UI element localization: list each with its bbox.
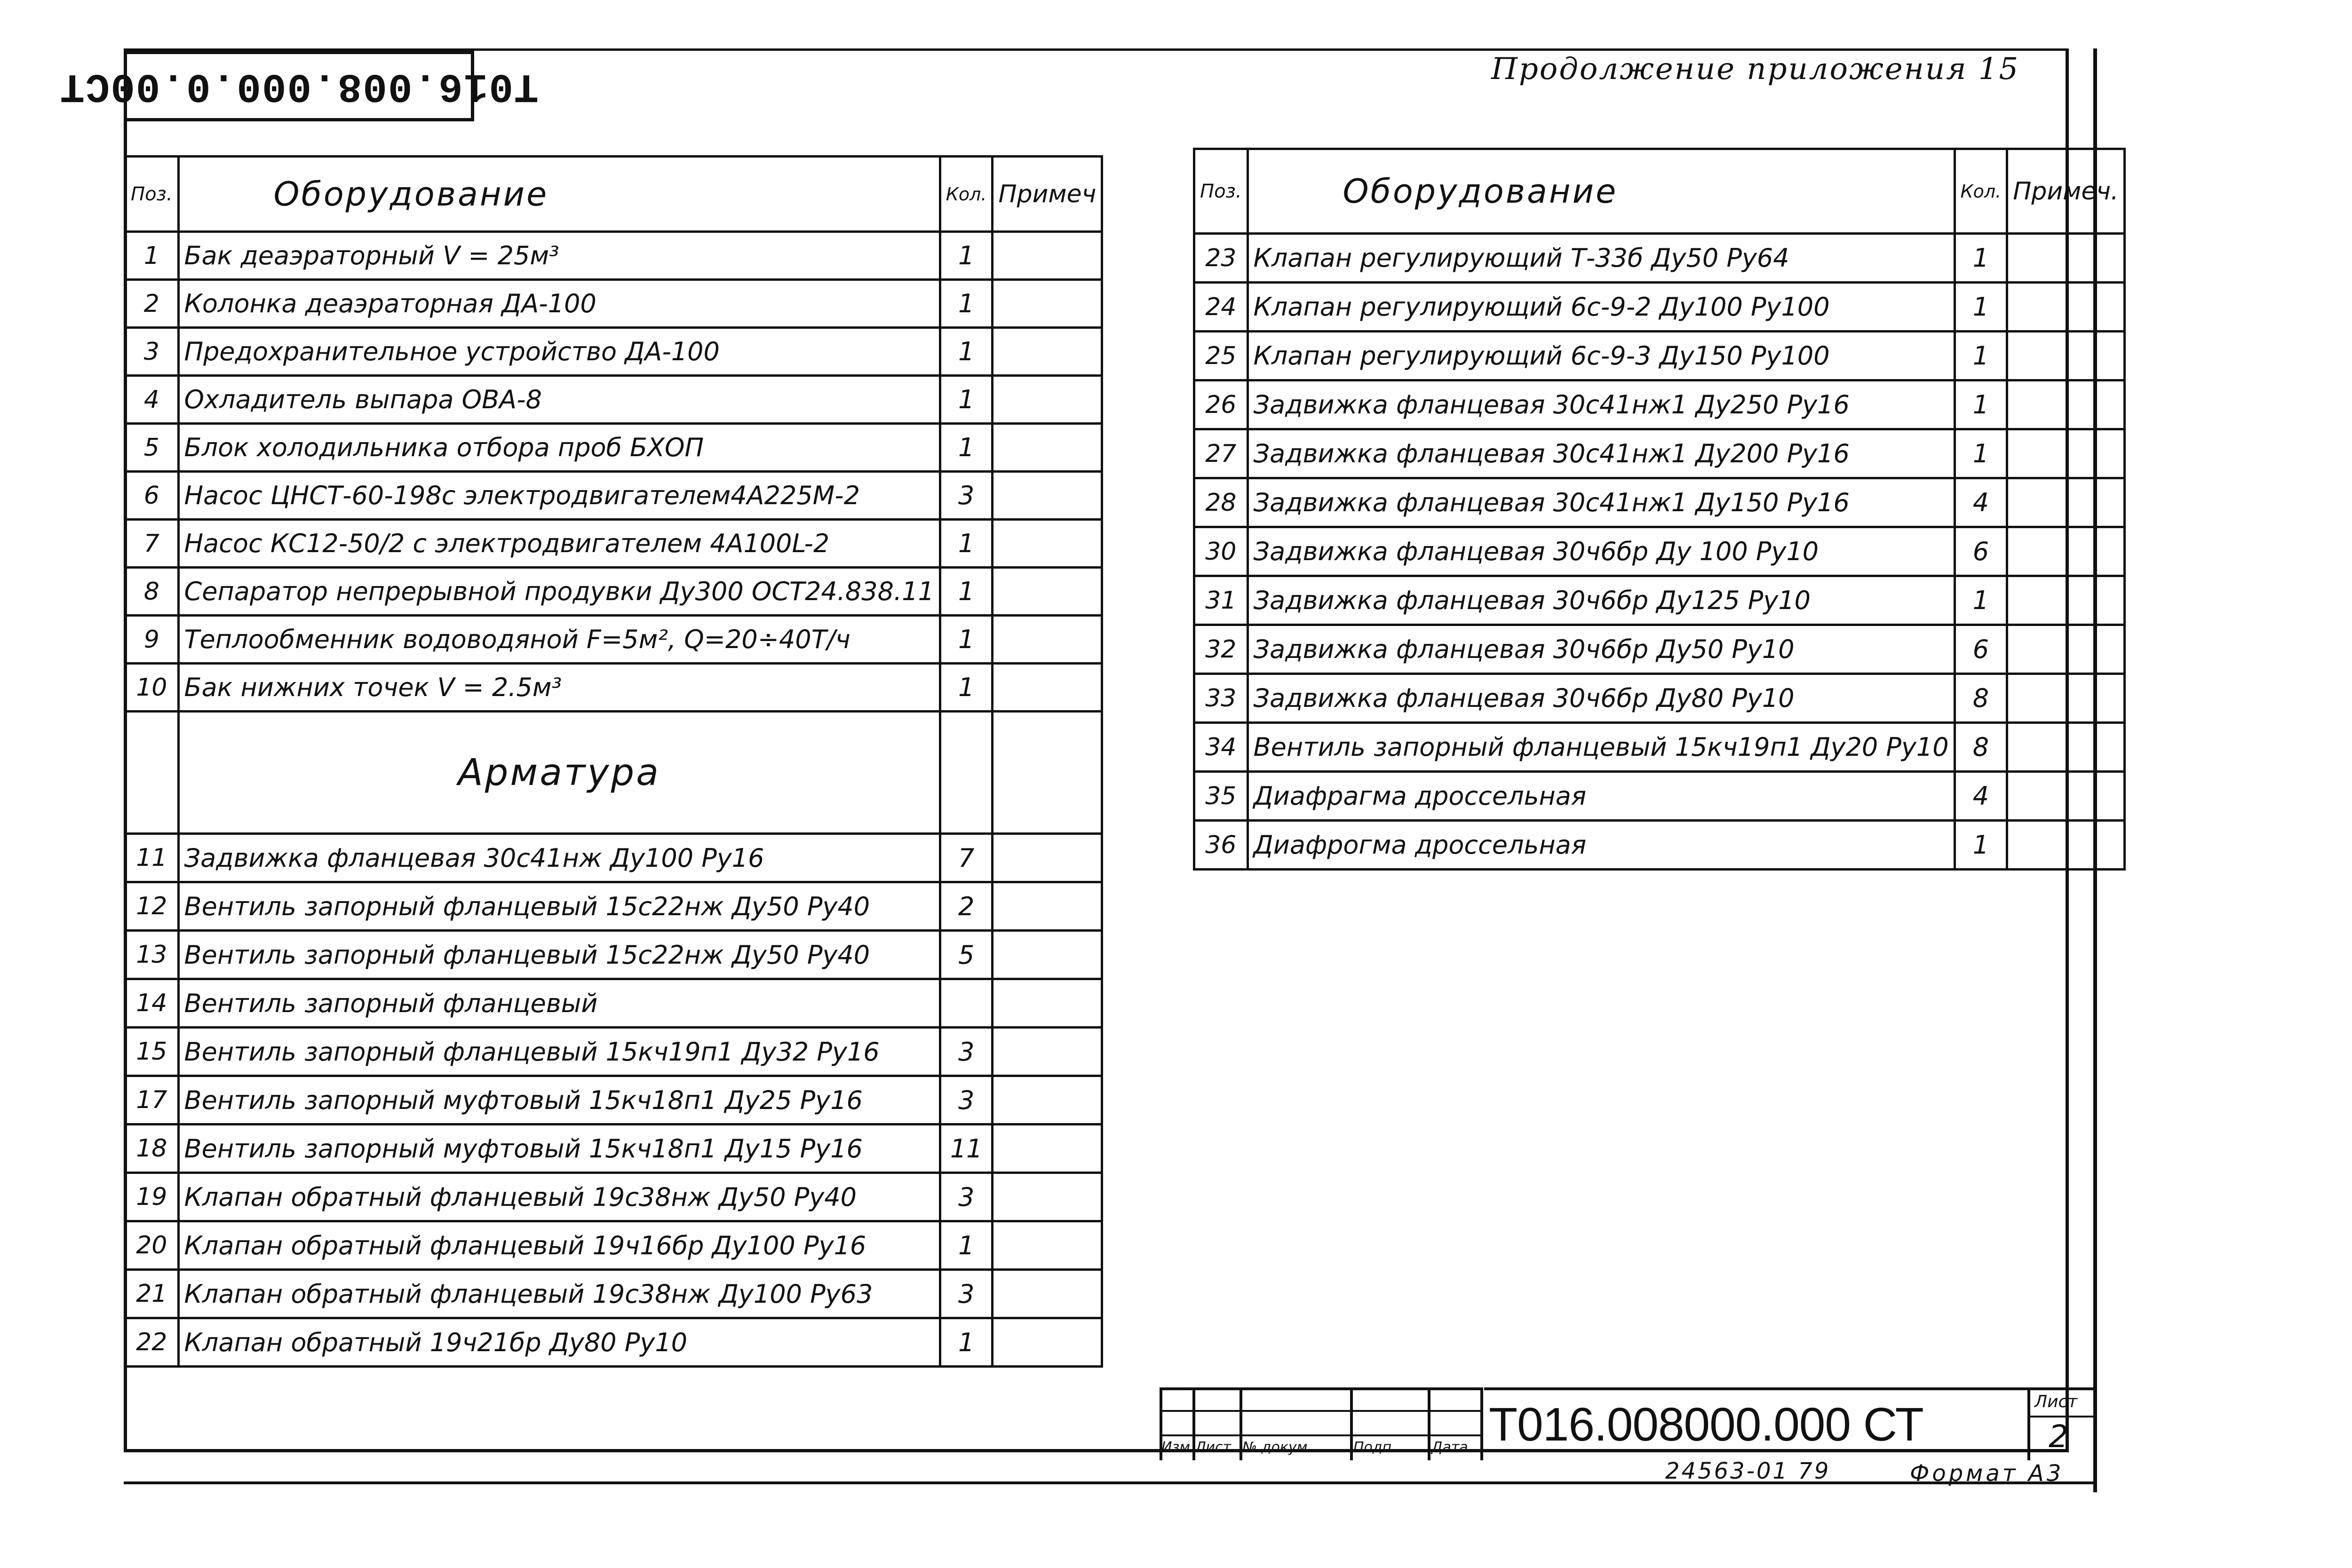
table-row	[125, 1270, 1102, 1318]
document-code: Т016.008000.000 СТ	[1489, 1398, 1923, 1451]
row-qty: 1	[940, 328, 993, 376]
row-pos: 33	[1194, 674, 1248, 723]
header-note: Примеч	[993, 157, 1102, 232]
row-name: Бак нижних точек V = 2.5м³	[178, 664, 940, 712]
table-row	[1194, 234, 2125, 283]
row-pos: 18	[125, 1125, 179, 1173]
row-qty: 1	[940, 664, 993, 712]
row-qty: 7	[940, 834, 993, 882]
header-qty: Кол.	[940, 157, 993, 232]
row-note	[993, 280, 1102, 328]
row-pos: 36	[1194, 821, 1248, 870]
row-pos: 7	[125, 520, 179, 568]
row-qty: 1	[1955, 429, 2007, 478]
table-row	[1194, 625, 2125, 674]
table-row	[125, 1028, 1102, 1076]
table-row	[1194, 429, 2125, 478]
row-note	[993, 1318, 1102, 1367]
table-row	[125, 1076, 1102, 1125]
row-name: Клапан регулирующий 6с-9-3 Ду150 Ру100	[1248, 332, 1955, 380]
table-row	[1194, 332, 2125, 380]
row-name: Задвижка фланцевая 30с41нж1 Ду250 Ру16	[1248, 380, 1955, 429]
row-note	[2007, 723, 2124, 772]
row-note	[2007, 283, 2124, 332]
row-qty: 6	[1955, 625, 2007, 674]
row-note	[993, 520, 1102, 568]
row-pos: 35	[1194, 772, 1248, 821]
row-qty: 3	[940, 1028, 993, 1076]
row-pos: 24	[1194, 283, 1248, 332]
row-pos: 12	[125, 882, 179, 931]
row-qty: 1	[940, 376, 993, 424]
row-note	[993, 1028, 1102, 1076]
sheet-label: Лист	[2034, 1392, 2078, 1411]
tb-label-list: Лист	[1195, 1439, 1232, 1456]
row-qty: 5	[940, 931, 993, 979]
row-qty: 1	[1955, 380, 2007, 429]
row-note	[993, 616, 1102, 664]
header-name: Оборудование	[1248, 149, 1955, 234]
row-pos: 31	[1194, 576, 1248, 625]
table-row	[125, 979, 1102, 1028]
table-row	[125, 1125, 1102, 1173]
row-name: Задвижка фланцевая 30с41нж Ду100 Ру16	[178, 834, 940, 882]
row-name: Вентиль запорный фланцевый 15с22нж Ду50 Ру40	[178, 931, 940, 979]
row-qty: 8	[1955, 723, 2007, 772]
left-spec-table	[124, 155, 1103, 1368]
row-pos: 2	[125, 280, 179, 328]
row-pos: 25	[1194, 332, 1248, 380]
row-name: Насос ЦНСТ-60-198с электродвигателем4А225М-2	[178, 472, 940, 520]
row-note	[993, 664, 1102, 712]
row-note	[993, 424, 1102, 472]
row-qty: 1	[1955, 283, 2007, 332]
row-pos: 32	[1194, 625, 1248, 674]
table-row	[1194, 772, 2125, 821]
row-pos: 3	[125, 328, 179, 376]
table-row	[1194, 527, 2125, 576]
header-pos: Поз.	[1194, 149, 1248, 234]
row-qty: 1	[940, 280, 993, 328]
row-pos: 28	[1194, 478, 1248, 527]
row-pos: 10	[125, 664, 179, 712]
tb-label-izm: Изм	[1161, 1439, 1191, 1456]
row-pos: 20	[125, 1221, 179, 1270]
row-pos: 23	[1194, 234, 1248, 283]
row-name: Теплообменник водоводяной F=5м², Q=20÷40Т/ч	[178, 616, 940, 664]
table-row	[125, 664, 1102, 712]
table-row	[125, 424, 1102, 472]
row-qty: 3	[940, 472, 993, 520]
row-pos: 19	[125, 1173, 179, 1221]
row-note	[993, 1173, 1102, 1221]
row-name: Задвижка фланцевая 30ч6бр Ду80 Ру10	[1248, 674, 1955, 723]
row-note	[2007, 332, 2124, 380]
row-name: Вентиль запорный муфтовый 15кч18п1 Ду15 Ру16	[178, 1125, 940, 1173]
row-qty: 1	[940, 616, 993, 664]
header-pos: Поз.	[125, 157, 179, 232]
row-name: Клапан обратный фланцевый 19с38нж Ду50 Ру40	[178, 1173, 940, 1221]
table-row	[125, 520, 1102, 568]
tb-label-date: Дата	[1431, 1439, 1468, 1456]
row-note	[2007, 576, 2124, 625]
row-note	[993, 328, 1102, 376]
row-pos: 11	[125, 834, 179, 882]
row-name: Задвижка фланцевая 30с41нж1 Ду150 Ру16	[1248, 478, 1955, 527]
row-qty: 8	[1955, 674, 2007, 723]
row-note	[993, 931, 1102, 979]
page-caption: Продолжение приложения 15	[1491, 52, 2020, 87]
row-name: Задвижка фланцевая 30ч6бр Ду 100 Ру10	[1248, 527, 1955, 576]
row-name: Задвижка фланцевая 30ч6бр Ду50 Ру10	[1248, 625, 1955, 674]
row-name: Вентиль запорный фланцевый 15кч19п1 Ду20 Ру10	[1248, 723, 1955, 772]
tb-label-sign: Подп.	[1353, 1439, 1396, 1456]
row-qty: 3	[940, 1270, 993, 1318]
table-row	[1194, 674, 2125, 723]
row-note	[993, 834, 1102, 882]
title-block-top-line	[1484, 1387, 2096, 1390]
header-name: Оборудование	[178, 157, 940, 232]
row-note	[2007, 380, 2124, 429]
row-note	[993, 979, 1102, 1028]
row-name: Блок холодильника отбора проб БХОП	[178, 424, 940, 472]
row-name: Предохранительное устройство ДА-100	[178, 328, 940, 376]
section-title: Арматура	[178, 712, 940, 834]
table-row	[125, 376, 1102, 424]
row-name: Насос КС12-50/2 с электродвигателем 4А100L-2	[178, 520, 940, 568]
row-pos: 5	[125, 424, 179, 472]
row-qty: 6	[1955, 527, 2007, 576]
row-pos: 26	[1194, 380, 1248, 429]
row-pos: 17	[125, 1076, 179, 1125]
footer-number: 24563-01 79	[1665, 1458, 1831, 1484]
row-name: Бак деаэраторный V = 25м³	[178, 232, 940, 280]
row-name: Охладитель выпара ОВА-8	[178, 376, 940, 424]
table-row	[125, 232, 1102, 280]
row-pos: 34	[1194, 723, 1248, 772]
row-note	[2007, 478, 2124, 527]
title-block	[1160, 1387, 2096, 1460]
table-row	[125, 882, 1102, 931]
row-qty: 1	[940, 1221, 993, 1270]
row-note	[993, 568, 1102, 616]
row-pos: 1	[125, 232, 179, 280]
row-pos: 9	[125, 616, 179, 664]
row-note	[993, 232, 1102, 280]
table-row	[1194, 478, 2125, 527]
row-note	[2007, 821, 2124, 870]
row-pos: 30	[1194, 527, 1248, 576]
row-note	[2007, 429, 2124, 478]
row-note	[993, 472, 1102, 520]
row-name: Сепаратор непрерывной продувки Ду300 ОСТ24.838.11	[178, 568, 940, 616]
row-note	[993, 1125, 1102, 1173]
row-qty: 11	[940, 1125, 993, 1173]
row-note	[993, 1270, 1102, 1318]
row-name: Клапан регулирующий 6с-9-2 Ду100 Ру100	[1248, 283, 1955, 332]
table-row	[125, 568, 1102, 616]
row-name: Клапан обратный фланцевый 19с38нж Ду100 Ру63	[178, 1270, 940, 1318]
row-name: Вентиль запорный фланцевый 15с22нж Ду50 Ру40	[178, 882, 940, 931]
row-qty	[940, 979, 993, 1028]
header-qty: Кол.	[1955, 149, 2007, 234]
table-row	[125, 328, 1102, 376]
row-qty: 1	[940, 520, 993, 568]
table-row	[1194, 283, 2125, 332]
row-qty: 4	[1955, 772, 2007, 821]
row-note	[993, 1076, 1102, 1125]
row-pos: 8	[125, 568, 179, 616]
row-qty: 4	[1955, 478, 2007, 527]
row-qty: 1	[1955, 821, 2007, 870]
row-pos: 15	[125, 1028, 179, 1076]
sheet-number: 2	[2049, 1418, 2068, 1455]
row-qty: 1	[940, 568, 993, 616]
right-spec-table	[1193, 148, 2126, 871]
row-note	[2007, 674, 2124, 723]
row-qty: 1	[1955, 576, 2007, 625]
row-note	[2007, 527, 2124, 576]
stamp-code: Т016.008.000.0.00СТ	[59, 63, 539, 109]
row-qty: 1	[1955, 234, 2007, 283]
row-name: Диафрогма дроссельная	[1248, 821, 1955, 870]
table-row	[125, 280, 1102, 328]
row-qty: 3	[940, 1076, 993, 1125]
row-pos: 14	[125, 979, 179, 1028]
row-qty: 1	[940, 1318, 993, 1367]
row-pos: 6	[125, 472, 179, 520]
row-qty: 3	[940, 1173, 993, 1221]
row-pos: 21	[125, 1270, 179, 1318]
row-qty: 1	[940, 232, 993, 280]
footer-format: Формат А3	[1910, 1460, 2064, 1487]
inverted-stamp	[59, 51, 539, 121]
table-header-row	[1194, 149, 2125, 234]
table-row	[125, 1173, 1102, 1221]
row-name: Клапан обратный 19ч21бр Ду80 Ру10	[178, 1318, 940, 1367]
row-name: Вентиль запорный муфтовый 15кч18п1 Ду25 Ру16	[178, 1076, 940, 1125]
table-row	[125, 1221, 1102, 1270]
table-row	[125, 834, 1102, 882]
table-row	[125, 472, 1102, 520]
row-name: Вентиль запорный фланцевый 15кч19п1 Ду32 Ру16	[178, 1028, 940, 1076]
header-note: Примеч.	[2007, 149, 2124, 234]
table-row	[125, 931, 1102, 979]
row-note	[993, 376, 1102, 424]
table-row	[125, 1318, 1102, 1367]
tb-label-doc: № докум.	[1242, 1439, 1312, 1456]
row-name: Клапан регулирующий Т-33б Ду50 Ру64	[1248, 234, 1955, 283]
row-qty: 1	[940, 424, 993, 472]
row-note	[2007, 772, 2124, 821]
row-name: Вентиль запорный фланцевый	[178, 979, 940, 1028]
row-note	[993, 1221, 1102, 1270]
row-name: Задвижка фланцевая 30с41нж1 Ду200 Ру16	[1248, 429, 1955, 478]
row-name: Диафрагма дроссельная	[1248, 772, 1955, 821]
row-name: Клапан обратный фланцевый 19ч16бр Ду100 Ру16	[178, 1221, 940, 1270]
table-row	[1194, 821, 2125, 870]
section-row	[125, 712, 1102, 834]
row-note	[993, 882, 1102, 931]
row-note	[2007, 625, 2124, 674]
table-row	[125, 616, 1102, 664]
row-name: Задвижка фланцевая 30ч6бр Ду125 Ру10	[1248, 576, 1955, 625]
table-header-row	[125, 157, 1102, 232]
row-pos: 13	[125, 931, 179, 979]
table-row	[1194, 380, 2125, 429]
row-note	[2007, 234, 2124, 283]
table-row	[1194, 576, 2125, 625]
row-qty: 2	[940, 882, 993, 931]
row-pos: 27	[1194, 429, 1248, 478]
row-pos: 22	[125, 1318, 179, 1367]
table-row	[1194, 723, 2125, 772]
row-qty: 1	[1955, 332, 2007, 380]
row-pos: 4	[125, 376, 179, 424]
row-name: Колонка деаэраторная ДА-100	[178, 280, 940, 328]
